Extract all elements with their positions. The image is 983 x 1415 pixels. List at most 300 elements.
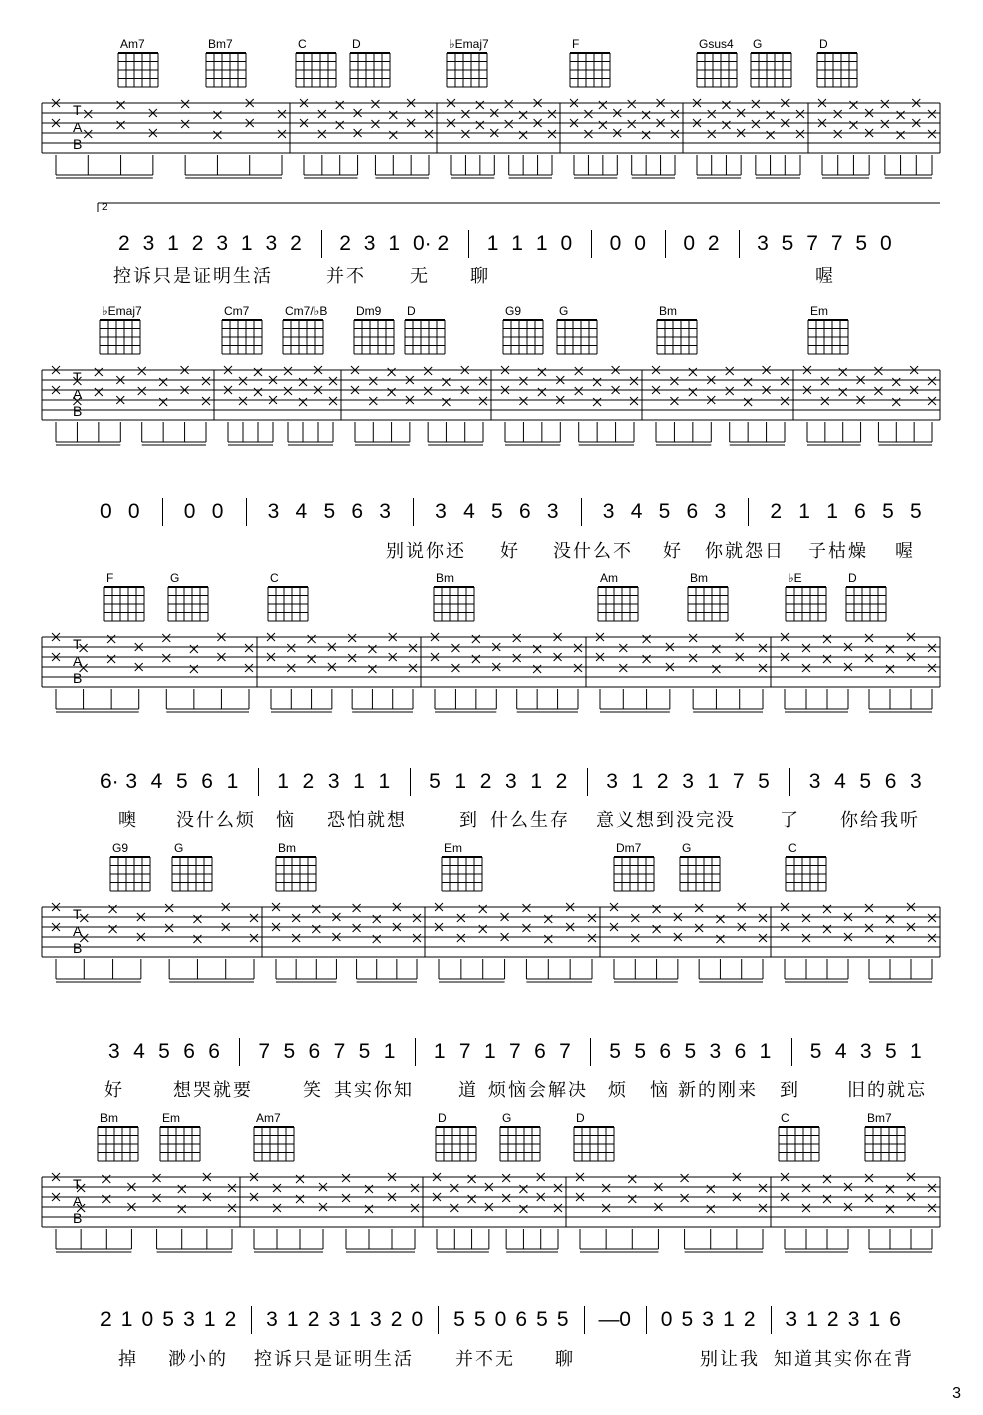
jianpu-note: 1 [433,1040,446,1063]
tab-note [823,655,831,663]
jianpu-note: 0 [183,500,196,523]
tab-note [802,934,810,942]
tab-note [95,388,103,396]
jianpu-note: 0 [619,1308,631,1331]
chord-name: Cm7 [224,304,250,318]
tab-note [759,664,767,672]
tab-clef-letter: T [73,369,82,385]
tab-note [602,1204,610,1212]
chord-name: Am7 [256,1111,281,1125]
lyric-text: 到 [459,810,479,831]
tab-note [588,914,596,922]
chord-diagram [222,320,262,354]
tab-note [336,101,344,109]
tab-note [519,1185,527,1193]
tab-note [368,645,376,653]
jianpu-note: 0 [211,500,224,523]
tab-note [202,397,210,405]
chord-diagram [160,1127,200,1161]
tab-note [296,1195,304,1203]
tab-note [554,1184,562,1192]
jianpu-note: 1 [631,770,644,793]
jianpu-note: 2 [390,1308,403,1331]
tab-note [102,1195,110,1203]
jianpu-note: 7 [458,1040,471,1063]
tab-note [299,398,307,406]
jianpu-note: 1 [454,770,467,793]
lyric-text: 并不 [326,266,366,287]
tab-note [630,397,638,405]
tab-note [874,367,882,375]
tab-note [329,377,337,385]
lyric-text: 好 [663,541,683,562]
tab-note [823,1195,831,1203]
jianpu-note: 3 [108,1040,120,1063]
tab-note [479,397,487,405]
tab-note [287,664,295,672]
tab-note [424,367,432,375]
tab-note [239,397,247,405]
tab-note [284,367,292,375]
jianpu-note: 3 [327,770,340,793]
jianpu-note: 7 [806,232,818,255]
tab-note [451,664,459,672]
tab-clef-letter: A [73,119,83,135]
tab-note [881,120,889,128]
lyric-text: 好 [104,1080,124,1101]
jianpu-note: 1 [868,1308,881,1331]
tab-note [373,915,381,923]
measure-bar [251,1306,252,1334]
tab-note [695,904,703,912]
chord-name: G [753,37,763,51]
tab-note [886,645,894,653]
chord-name: D [407,304,416,318]
tab-note [554,1204,562,1212]
tab-note [250,934,258,942]
jianpu-note: 7 [559,1040,571,1063]
tab-note [117,121,125,129]
chord-diagram [434,587,474,621]
jianpu-note: 6 [854,500,866,523]
chord-diagram [350,53,390,87]
lyric-text: 无 [410,266,430,287]
tab-note [821,397,829,405]
chord-name: G9 [505,304,522,318]
tab-note [681,1174,689,1182]
jianpu-note: 1 [486,232,499,255]
tab-note [468,1195,476,1203]
tab-clef-letter: T [73,906,82,922]
tab-note [278,130,286,138]
tab-note [533,645,541,653]
jianpu-note: 0 [411,1308,424,1331]
tab-note [329,397,337,405]
jianpu-note: 6 [518,500,531,523]
chord-name: F [572,37,580,51]
tab-clef-letter: A [73,386,83,402]
tab-note [708,130,716,138]
jianpu-note: 2 [437,232,450,255]
tab-note [631,934,639,942]
tab-note [865,1174,873,1182]
tab-note [457,934,465,942]
measure-bar [791,1038,792,1066]
jianpu-note: 3 [709,1040,722,1063]
chord-name: G [174,841,184,855]
measure-bar [748,498,749,526]
tab-note [681,1194,689,1202]
tab-note [689,388,697,396]
jianpu-note: 5 [473,1308,486,1331]
jianpu-note: 5 [855,232,868,255]
tab-note [190,645,198,653]
jianpu-note: 3 [602,500,615,523]
tab-note [823,635,831,643]
tab-note [389,111,397,119]
tab-note [796,130,804,138]
lyric-text: 喔 [895,541,915,562]
tab-note [165,924,173,932]
jianpu-note: 6 [208,1040,220,1063]
chord-name: C [298,37,307,51]
tab-note [284,387,292,395]
tab-note [159,398,167,406]
chord-diagram [846,587,886,621]
tab-note [544,935,552,943]
tab-note [670,377,678,385]
lyric-text: 想哭就要 [173,1080,253,1101]
jianpu-note: 4 [834,1040,847,1063]
lyric-text: 没什么不 [553,541,633,562]
jianpu-note: 7 [732,770,745,793]
chord-name: D [352,37,361,51]
jianpu-note: 1 [226,770,239,793]
jianpu-note: 6 [734,1040,747,1063]
tab-note [342,1174,350,1182]
tab-note [928,1184,936,1192]
lyric-text: 什么生存 [490,810,570,831]
jianpu-note: 4 [295,500,308,523]
jianpu-note: 0 [880,232,892,255]
jianpu-note: 1 [826,500,838,523]
jianpu-note: 7 [333,1040,346,1063]
tab-note [759,914,767,922]
chord-diagram [172,857,212,891]
chord-name: Am [600,571,618,585]
tab-clef-letter: B [73,1210,83,1226]
tab-note [881,100,889,108]
tab-note [468,1175,476,1183]
jianpu-note: 3 [546,500,559,523]
jianpu-note: 3 [505,770,517,793]
tab-note [643,635,651,643]
tab-note [519,131,527,139]
jianpu-note: 2 [100,1308,112,1331]
jianpu-note: 0 [609,232,622,255]
measure-bar [591,230,592,258]
chord-diagram [276,857,316,891]
jianpu-note: 1 [806,1308,818,1331]
chord-diagram [786,587,826,621]
tab-note [413,914,421,922]
tab-note [107,655,115,663]
page-number: 3 [952,1385,961,1402]
jianpu-note: 5 [658,500,671,523]
tab-note [450,1204,458,1212]
lyric-text: 你就怨日 [705,541,785,562]
jianpu-note: 2 [307,1308,320,1331]
tab-note [519,1205,527,1213]
tab-note [476,101,484,109]
tab-note [273,1184,281,1192]
jianpu-note: 4 [630,500,643,523]
tab-note [802,1204,810,1212]
tab-note [849,121,857,129]
jianpu-note: 6 [183,1040,195,1063]
tab-note [619,664,627,672]
tab-note [336,121,344,129]
tab-note [388,388,396,396]
tab-note [479,377,487,385]
chord-name: C [781,1111,790,1125]
jianpu-note: 2 [118,232,130,255]
tab-note [254,368,262,376]
jianpu-note: 1 [535,232,548,255]
tab-note [296,1175,304,1183]
jianpu-note: 2 [826,1308,839,1331]
tab-note [928,377,936,385]
tab-note [84,110,92,118]
tab-note [308,635,316,643]
measure-bar [468,230,469,258]
tab-note [643,655,651,663]
jianpu-note: 3 [328,1308,341,1331]
chord-name: Bm [100,1111,118,1125]
lyric-text: 渺小的 [168,1349,228,1370]
jianpu-note: 3 [183,1308,195,1331]
chord-name: ♭E [788,571,802,585]
tab-note [599,101,607,109]
chord-diagram [436,1127,476,1161]
jianpu-note: 5 [429,770,441,793]
tab-note [411,1184,419,1192]
tab-note [653,925,661,933]
tab-note [802,1184,810,1192]
tab-note [802,664,810,672]
jianpu-note: 7 [258,1040,271,1063]
chord-diagram [657,320,697,354]
tab-note [823,1175,831,1183]
jianpu-note: 3 [125,770,137,793]
tab-note [744,378,752,386]
chord-diagram [118,53,158,87]
chord-name: ♭Emaj7 [102,304,142,318]
tab-note [342,1194,350,1202]
jianpu-note: 2 [656,770,669,793]
chord-diagram [751,53,791,87]
chord-diagram [614,857,654,891]
jianpu-note: 3 [265,232,278,255]
tab-note [759,644,767,652]
tab-note [533,665,541,673]
chord-name: Bm7 [208,37,233,51]
tab-note [767,111,775,119]
jianpu-note: 5 [758,770,770,793]
tab-note [353,904,361,912]
jianpu-note: 4 [463,500,475,523]
tab-note [245,644,253,652]
tab-note [865,924,873,932]
jianpu-note: 1 [707,770,720,793]
tab-note [670,397,678,405]
chord-name: Gsus4 [699,37,734,51]
lyric-text: 喔 [815,266,835,287]
jianpu-note: 1 [120,1308,133,1331]
tab-note [368,665,376,673]
tab-note [365,1185,373,1193]
tab-note [522,924,530,932]
jianpu-note: 3 [785,1308,798,1331]
jianpu-note: 3 [702,1308,714,1331]
jianpu-note: 5 [283,1040,296,1063]
jianpu-note: 6 [884,770,897,793]
tab-note [628,120,636,128]
jianpu-note: 2 [224,1308,237,1331]
tab-note [107,635,115,643]
jianpu-note: 5 [634,1040,646,1063]
jianpu-note: 1 [723,1308,735,1331]
lyric-text: 控诉只是证明生活 [254,1349,414,1370]
tab-note [153,1174,161,1182]
jianpu-note: 1 [240,232,253,255]
jianpu-note: 2 [743,1308,756,1331]
tab-note [628,1175,636,1183]
tab-note [767,131,775,139]
tab-note [213,131,221,139]
jianpu-note: 5 [358,1040,371,1063]
jianpu-note: 1 [530,770,542,793]
tab-note [759,1204,767,1212]
tab-note [254,388,262,396]
chord-diagram [500,1127,540,1161]
tab-note [538,368,546,376]
tab-note [292,914,300,922]
jianpu-note: 3 [266,1308,278,1331]
tab-clef-letter: B [73,670,83,686]
jianpu-note: 1 [798,500,810,523]
jianpu-note: 0 [660,1308,673,1331]
tab-note [165,904,173,912]
tab-note [886,1185,894,1193]
tab-note [712,645,720,653]
tab-note [708,110,716,118]
chord-name: C [788,841,797,855]
jianpu-note: 0 [100,500,112,523]
chord-diagram [817,53,857,87]
jianpu-note: 3 [142,232,155,255]
lyric-text: 知道其实你在背 [774,1349,914,1370]
jianpu-note: 5 [884,1040,897,1063]
tab-clef-letter: B [73,940,83,956]
tab-note [821,377,829,385]
tab-note [928,130,936,138]
tab-clef-letter: T [73,636,82,652]
tab-note [548,130,556,138]
tab-note [759,934,767,942]
jianpu-note: 1 [277,770,289,793]
chord-name: D [819,37,828,51]
tab-note [839,368,847,376]
jianpu-note: 7 [830,232,843,255]
measure-bar [739,230,740,258]
measure-bar [771,1306,772,1334]
tab-clef-letter: A [73,653,83,669]
chord-diagram [779,1127,819,1161]
tab-note [928,934,936,942]
jianpu-note: 0 [560,232,573,255]
chord-name: D [438,1111,447,1125]
tab-note [178,1205,186,1213]
tab-note [642,131,650,139]
tab-note [318,130,326,138]
tab-note [228,1204,236,1212]
tab-note [409,664,417,672]
lyric-text: 到 [780,1080,800,1101]
chord-diagram [503,320,543,354]
chord-name: F [106,571,114,585]
tab-note [389,131,397,139]
measure-bar [413,498,414,526]
tab-note [193,915,201,923]
jianpu-note: 1 [910,1040,922,1063]
measure-bar [587,768,588,796]
tab-note [823,925,831,933]
measure-bar [590,1038,591,1066]
chord-name: Bm [436,571,454,585]
tab-note [413,934,421,942]
jianpu-note: 6 [201,770,213,793]
tab-note [707,1185,715,1193]
tab-clef-letter: A [73,1193,83,1209]
tab-note [239,377,247,385]
tab-note [353,924,361,932]
chord-name: Dm9 [356,304,382,318]
tab-note [425,110,433,118]
chord-diagram [168,587,208,621]
tab-note [630,377,638,385]
chord-diagram [447,53,487,87]
tab-note [689,368,697,376]
tab-note [716,915,724,923]
chord-diagram [688,587,728,621]
tab-note [619,644,627,652]
jianpu-note: 5 [323,500,336,523]
tab-note [505,100,513,108]
chord-diagram [697,53,737,87]
measure-bar [258,768,259,796]
jianpu-note: 6 [889,1308,901,1331]
jianpu-note: 3 [216,232,228,255]
tab-note [575,387,583,395]
tab-note [476,121,484,129]
chord-name: Em [444,841,462,855]
tab-note [574,664,582,672]
chord-diagram [98,1127,138,1161]
tab-note [575,367,583,375]
tab-note [371,120,379,128]
lyric-text: 新的刚来 [678,1080,758,1101]
